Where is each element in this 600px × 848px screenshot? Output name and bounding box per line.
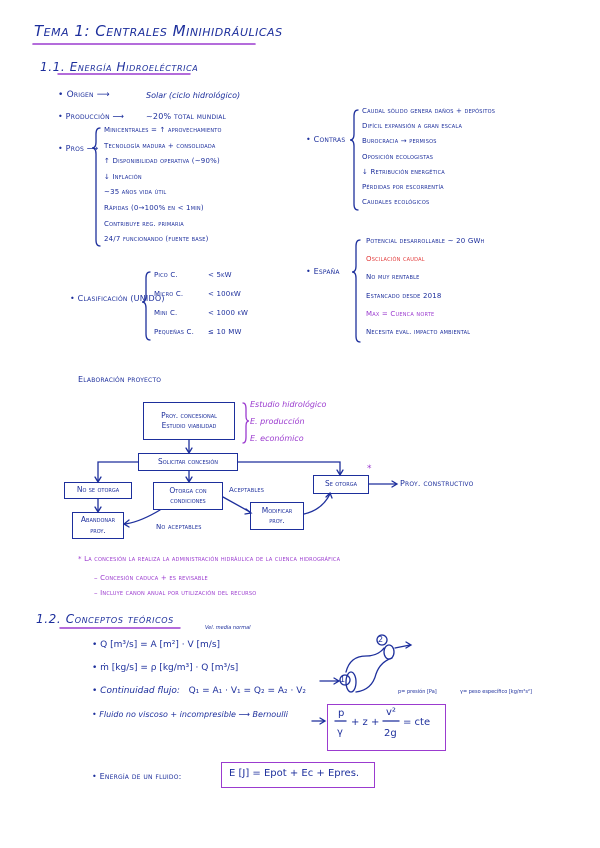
elaboracion-label: Elaboración proyecto bbox=[78, 375, 162, 384]
section-heading-2: 1.2. Conceptos teóricos bbox=[36, 612, 174, 626]
espana-item: Potencial desarrollable ~ 20 GWh bbox=[366, 237, 485, 245]
pros-item: 24/7 funcionando (fuente base) bbox=[104, 235, 209, 244]
produccion-label: • Producción ⟶ bbox=[58, 112, 125, 121]
clasificacion-name: Pequeñas C. bbox=[154, 328, 195, 336]
contras-item: Pérdidas por escorrentía bbox=[362, 183, 444, 191]
pros-label: • Pros ⟶ bbox=[58, 144, 99, 153]
contras-item: Caudal sólido genera daños + depósitos bbox=[362, 107, 496, 115]
pros-item: Contribuye reg. primaria bbox=[104, 219, 184, 228]
clasificacion-value: ≤ 10 MW bbox=[208, 328, 242, 336]
note-canon: – Incluye canon anual por utilización del recurso bbox=[94, 589, 257, 597]
espana-label: • España bbox=[306, 267, 340, 276]
page-title: Tema 1: Centrales Minihidráulicas bbox=[34, 22, 283, 40]
bern-cte: = cte bbox=[403, 717, 431, 728]
contras-item: Caudales ecológicos bbox=[362, 198, 430, 207]
espana-item: No muy rentable bbox=[366, 273, 420, 282]
clasificacion-name: Micro C. bbox=[154, 290, 184, 298]
pros-item: ↑ Disponibilidad operativa (~90%) bbox=[104, 157, 220, 166]
pros-item: ↓ Inflación bbox=[104, 172, 142, 181]
clasificacion-label: • Clasificación (UNIDO) bbox=[70, 294, 165, 303]
contras-item: Burocracia → permisos bbox=[362, 137, 437, 146]
contras-label: • Contras bbox=[306, 135, 346, 144]
bern-z: + z + bbox=[351, 717, 380, 728]
box-otorga-condiciones: Otorga con condiciones bbox=[153, 482, 223, 510]
box-se-otorga: Se otorga bbox=[313, 475, 369, 494]
equation-q: • Q [m³/s] = A [m²] · V [m/s] bbox=[92, 640, 221, 650]
contras-item: Oposición ecologistas bbox=[362, 152, 434, 161]
origen-label: • Origen ⟶ bbox=[58, 90, 110, 100]
asterisk: * bbox=[367, 464, 372, 474]
contras-item: Difícil expansión a gran escala bbox=[362, 122, 463, 131]
bern-2g: 2g bbox=[384, 728, 397, 739]
section-heading-1: 1.1. Energía Hidroeléctrica bbox=[40, 60, 199, 74]
energia-eq: E [J] = Epot + Ec + Epres. bbox=[229, 768, 360, 779]
pros-item: Minicentrales = ↑ aprovechamiento bbox=[104, 126, 222, 134]
espana-item: Max = Cuenca norte bbox=[366, 309, 435, 318]
box-no-otorga: No se otorga bbox=[64, 482, 132, 499]
clasificacion-value: < 1000 kW bbox=[208, 309, 249, 317]
box-modificar: Modificar proy. bbox=[250, 502, 304, 530]
espana-item: Oscilación caudal bbox=[366, 255, 425, 264]
clasificacion-value: < 100kW bbox=[208, 290, 242, 298]
box-solicitar: Solicitar concesión bbox=[138, 453, 238, 471]
gamma-note: γ= peso específico [kg/m²s²] bbox=[460, 689, 532, 695]
continuidad: • Continuidad flujo: Q₁ = A₁ · V₁ = Q₂ = A₂ · V₂ bbox=[92, 686, 306, 696]
bern-gamma: γ bbox=[337, 727, 343, 738]
no-aceptables-label: No aceptables bbox=[156, 523, 202, 531]
box-proy-concesional: Proy. concesional Estudio viabilidad bbox=[143, 402, 235, 440]
clasificacion-name: Pico C. bbox=[154, 271, 178, 279]
bern-v2: v² bbox=[386, 707, 396, 718]
note-concesion: * La concesión la realiza la administración hidráulica de la cuenca hidrográfica bbox=[78, 555, 341, 563]
pipe-label-2: 2 bbox=[378, 635, 384, 644]
produccion-value: ~20% total mundial bbox=[146, 112, 227, 121]
fluido-label: • Fluido no viscoso + incompresible ⟶ Bernoulli bbox=[92, 710, 288, 719]
aceptables-label: Aceptables bbox=[229, 486, 265, 494]
pros-item: ~35 años vida útil bbox=[104, 188, 167, 197]
espana-item: Necesita eval. impacto ambiental bbox=[366, 328, 471, 336]
estudio-hidrologico: Estudio hidrológico bbox=[250, 400, 327, 409]
pipe-label-1: 1 bbox=[340, 675, 346, 684]
box-abandonar: Abandonar proy. bbox=[72, 512, 124, 539]
energia-label: • Energía de un fluido: bbox=[92, 772, 182, 781]
estudio-produccion: E. producción bbox=[250, 417, 305, 426]
clasificacion-name: Mini C. bbox=[154, 309, 178, 317]
contras-item: ↓ Retribución energética bbox=[362, 167, 445, 176]
estudio-economico: E. económico bbox=[250, 434, 304, 443]
pros-item: Rápidas (0→100% en < 1min) bbox=[104, 204, 204, 212]
equation-m: • ṁ [kg/s] = ρ [kg/m³] · Q [m³/s] bbox=[92, 663, 239, 673]
proy-constructivo: Proy. constructivo bbox=[400, 479, 474, 488]
espana-item: Estancado desde 2018 bbox=[366, 291, 442, 300]
pros-item: Tecnología madura + consolidada bbox=[104, 141, 216, 150]
note-caduca: – Concesión caduca + es revisable bbox=[94, 574, 208, 582]
bern-p: p bbox=[338, 708, 345, 719]
vel-note: Vel. media normal bbox=[205, 625, 251, 631]
clasificacion-value: < 5kW bbox=[208, 271, 232, 279]
origen-value: Solar (ciclo hidrológico) bbox=[146, 91, 241, 100]
p-note: p= presión [Pa] bbox=[398, 689, 437, 695]
